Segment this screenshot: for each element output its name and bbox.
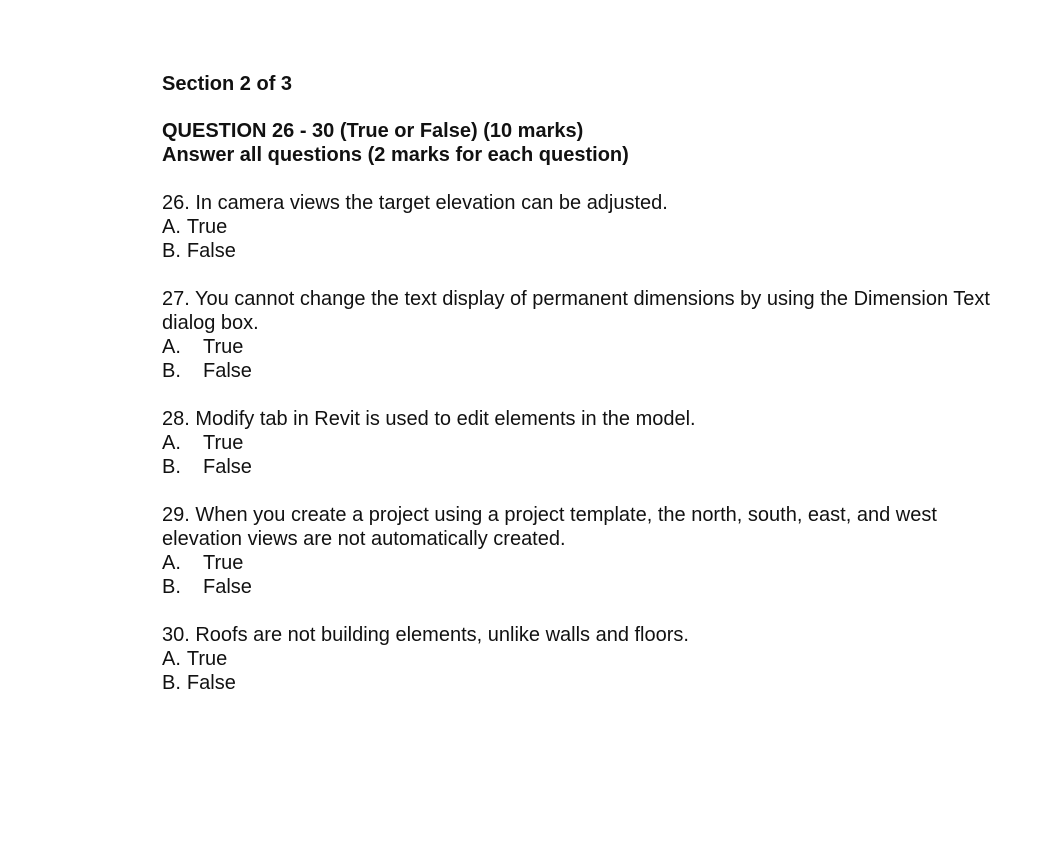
option-text: True xyxy=(186,216,228,238)
question-text: 29. When you create a project using a project template, the north, south, east, and west elevation views are not automatically created. xyxy=(162,504,937,550)
option-b xyxy=(162,239,1022,263)
option-letter: A. xyxy=(162,648,181,670)
option-letter: A. xyxy=(162,552,181,574)
question-text: 28. Modify tab in Revit is used to edit elements in the model. xyxy=(162,408,696,430)
option-text: False xyxy=(203,576,252,598)
section-title: Section 2 of 3 xyxy=(162,73,293,95)
option-b xyxy=(162,575,1022,599)
option-b xyxy=(162,455,1022,479)
option-letter: A. xyxy=(162,336,181,358)
option-a xyxy=(162,647,1022,671)
question-27 xyxy=(162,287,1022,383)
option-text: True xyxy=(203,432,244,454)
document-page xyxy=(162,72,1022,695)
option-letter: B. xyxy=(162,576,181,598)
option-a xyxy=(162,215,1022,239)
question-30 xyxy=(162,623,1022,695)
option-text: False xyxy=(203,456,252,478)
question-header xyxy=(162,119,1022,167)
option-letter: B. xyxy=(162,240,181,262)
option-text: False xyxy=(186,672,236,694)
question-group-title: QUESTION 26 - 30 (True or False) (10 marks) xyxy=(162,120,584,142)
question-text: 26. In camera views the target elevation can be adjusted. xyxy=(162,192,668,214)
question-28 xyxy=(162,407,1022,479)
option-text: True xyxy=(203,336,244,358)
option-letter: B. xyxy=(162,360,181,382)
option-text: True xyxy=(203,552,244,574)
question-29 xyxy=(162,503,1022,599)
option-b xyxy=(162,671,1022,695)
option-letter: A. xyxy=(162,216,181,238)
option-text: True xyxy=(186,648,228,670)
option-letter: A. xyxy=(162,432,181,454)
question-26 xyxy=(162,191,1022,263)
option-a xyxy=(162,431,1022,455)
option-a xyxy=(162,551,1022,575)
question-text: 30. Roofs are not building elements, unlike walls and floors. xyxy=(162,624,689,646)
instruction-text: Answer all questions (2 marks for each question) xyxy=(162,144,629,166)
option-a xyxy=(162,335,1022,359)
option-text: False xyxy=(203,360,252,382)
option-letter: B. xyxy=(162,456,181,478)
question-text: 27. You cannot change the text display of permanent dimensions by using the Dimension Text dialog box. xyxy=(162,288,990,334)
option-b xyxy=(162,359,1022,383)
option-text: False xyxy=(186,240,236,262)
option-letter: B. xyxy=(162,672,181,694)
